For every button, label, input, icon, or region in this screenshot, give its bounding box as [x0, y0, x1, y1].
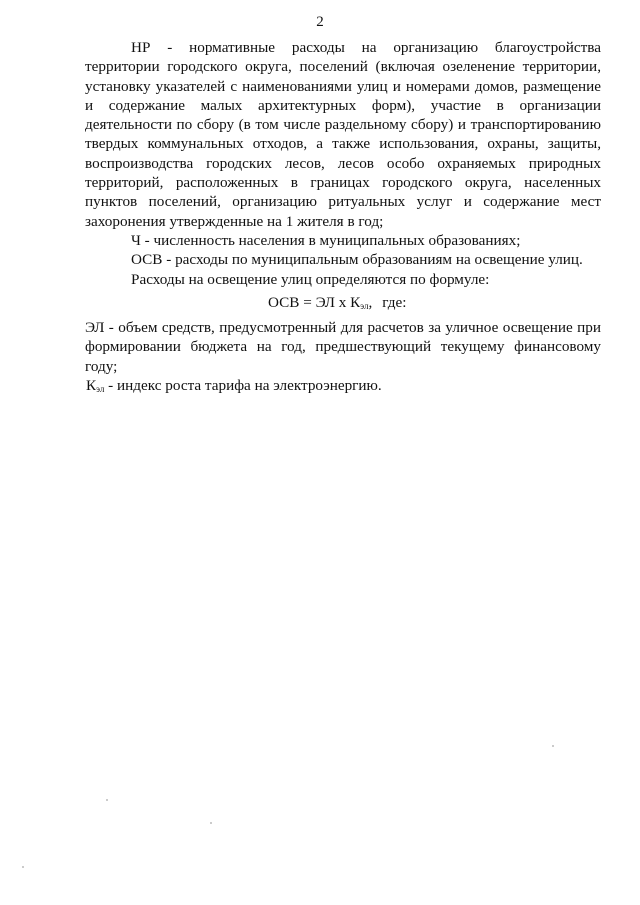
formula-subscript: эл: [360, 300, 369, 311]
scan-speck: [22, 866, 24, 868]
hr-definition-paragraph: НР - нормативные расходы на организацию благоустройства территории городского округа, поселений (включая озеленение территории, установку указателей с наименованиями улиц и номерами домов, размещение и содержание малых архитектурных форм), участие в организации деятельности по сбору (в том числе раздельному сбору) и транспортированию твердых коммунальных отходов, а также использования, охраны, защиты, воспроизводства городских лесов, лесов особо охраняемых природных территорий, расположенных в границах городского округа, населенных пунктов поселений, организацию ритуальных услуг и содержание мест захоронения утвержденные на 1 жителя в год;: [85, 39, 601, 230]
lighting-intro-paragraph: Расходы на освещение улиц определяются по формуле:: [131, 270, 490, 288]
k-definition-paragraph: [85, 376, 601, 395]
k-definition-text: - индекс роста тарифа на электроэнергию.: [104, 377, 382, 395]
osv-definition-paragraph: ОСВ - расходы по муниципальным образованиям на освещение улиц.: [131, 251, 583, 269]
scan-speck: [106, 799, 108, 801]
formula-where: где:: [382, 293, 407, 311]
page-number: 2: [316, 14, 324, 30]
ch-definition-paragraph: Ч - численность населения в муниципальных образованиях;: [131, 231, 521, 249]
formula-expression: ОСВ = ЭЛ х К: [268, 293, 361, 311]
k-symbol: К: [86, 377, 97, 395]
k-subscript: эл: [96, 384, 105, 395]
document-body: [85, 38, 601, 395]
el-definition-paragraph: ЭЛ - объем средств, предусмотренный для расчетов за уличное освещение при формировании бюджета на год, предшествующий текущему финансовому году;: [85, 319, 601, 375]
formula-comma: ,: [368, 293, 373, 311]
lighting-formula: [85, 293, 601, 312]
scan-speck: [552, 745, 554, 747]
scan-speck: [210, 822, 212, 824]
